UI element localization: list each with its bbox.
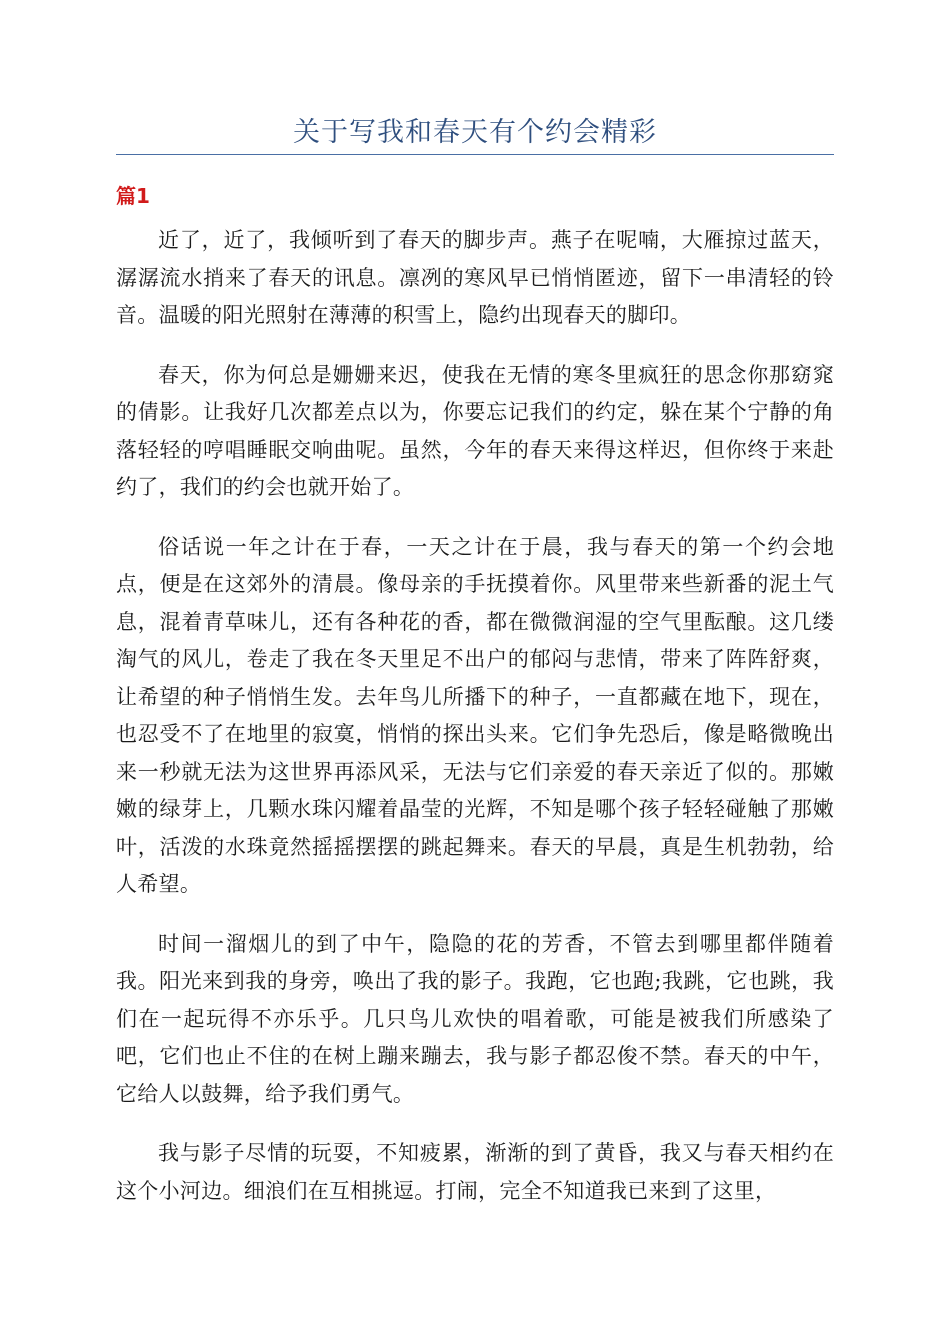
- paragraph-3: 俗话说一年之计在于春，一天之计在于晨，我与春天的第一个约会地点，便是在这郊外的清晨。像母亲的手抚摸着你。风里带来些新番的泥土气息，混着青草味儿，还有各种花的香，都在微微润湿的空气里酝酿。这几缕淘气的风儿，卷走了我在冬天里足不出户的郁闷与悲情，带来了阵阵舒爽，让希望的种子悄悄生发。去年鸟儿所播下的种子，一直都藏在地下，现在，也忍受不了在地里的寂寞，悄悄的探出头来。它们争先恐后，像是略微晚出来一秒就无法为这世界再添风采，无法与它们亲爱的春天亲近了似的。那嫩嫩的绿芽上，几颗水珠闪耀着晶莹的光辉，不知是哪个孩子轻轻碰触了那嫩叶，活泼的水珠竟然摇摇摆摆的跳起舞来。春天的早晨，真是生机勃勃，给人希望。: [116, 534, 834, 896]
- paragraph-2: 春天，你为何总是姗姗来迟，使我在无情的寒冬里疯狂的思念你那窈窕的倩影。让我好几次都差点以为，你要忘记我们的约定，躲在某个宁静的角落轻轻的哼唱睡眠交响曲呢。虽然，今年的春天来得这样迟，但你终于来赴约了，我们的约会也就开始了。: [116, 362, 834, 499]
- document-title: 关于写我和春天有个约会精彩: [293, 117, 657, 148]
- paragraph-1: 近了，近了，我倾听到了春天的脚步声。燕子在呢喃，大雁掠过蓝天，潺潺流水捎来了春天的讯息。凛冽的寒风早已悄悄匿迹，留下一串清轻的铃音。温暖的阳光照射在薄薄的积雪上，隐约出现春天的脚印。: [116, 228, 834, 327]
- paragraph-4: 时间一溜烟儿的到了中午，隐隐的花的芳香，不管去到哪里都伴随着我。阳光来到我的身旁，唤出了我的影子。我跑，它也跑;我跳，它也跳，我们在一起玩得不亦乐乎。几只鸟儿欢快的唱着歌，可能是被我们所感染了吧，它们也止不住的在树上蹦来蹦去，我与影子都忍俊不禁。春天的中午，它给人以鼓舞，给予我们勇气。: [116, 931, 834, 1106]
- section-heading: 篇1: [116, 184, 150, 208]
- paragraph-5: 我与影子尽情的玩耍，不知疲累，渐渐的到了黄昏，我又与春天相约在这个小河边。细浪们在互相挑逗。打闹，完全不知道我已来到了这里，: [116, 1141, 834, 1203]
- title-divider: [116, 154, 834, 155]
- article-body: [116, 222, 834, 1232]
